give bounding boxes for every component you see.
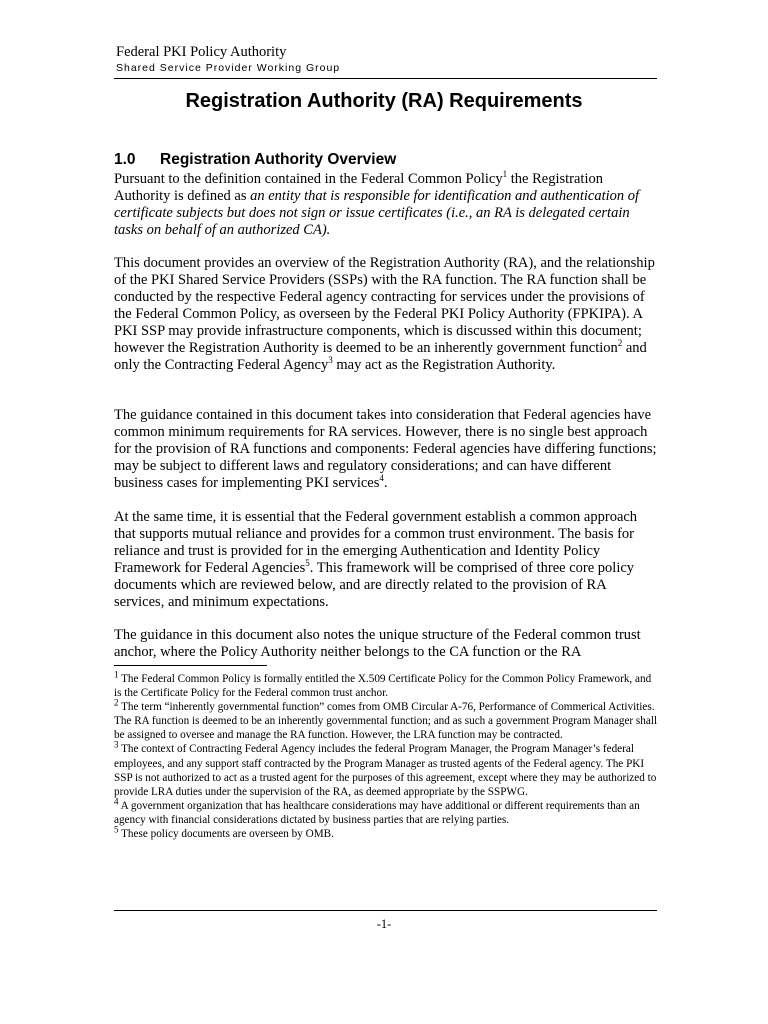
footnote-2 [114, 697, 659, 742]
paragraph-text: . This framework will be comprised of three core policy documents which are reviewed below, and are directly related to the provision of RA services, and minimum expectations. [114, 560, 635, 610]
paragraph-text: and only the Contracting Federal Agency [114, 340, 647, 373]
paragraph-text: may act as the Registration Authority. [332, 357, 556, 373]
paragraph-text: At the same time, it is essential that the Federal government establish a common approach that supports mutual reliance and provides for a common trust environment. The basis for reliance and trust is provided for in the emerging Authentication and Identity Policy Framework for Federal Agencies [114, 509, 638, 576]
footnote-number: 1 [114, 669, 119, 680]
footnote-text: The term “inherently governmental function” comes from OMB Circular A-76, Performance of Commerical Activities. The RA function is deemed to be an inherently governmental function; and as such a government Program Manager shall be assigned to oversee and manage the RA function. However, the LRA function may be contracted. [114, 701, 658, 742]
footnote-ref-1: 1 [502, 169, 508, 180]
footnote-text: These policy documents are overseen by OMB. [118, 828, 334, 841]
footnote-text: A government organization that has healthcare considerations may have additional or different requirements than an agency with financial considerations dictated by business parties that are relying parties. [114, 799, 640, 826]
paragraph-text: . [383, 475, 388, 491]
paragraph-trust-anchor: The guidance in this document also notes the unique structure of the Federal common trust anchor, where the Policy Authority neither belongs to the CA function or the RA [114, 627, 641, 660]
paragraph-ra-definition [114, 171, 659, 239]
paragraph-guidance [114, 407, 659, 492]
footnote-4 [114, 796, 659, 827]
header-working-group: Shared Service Provider Working Group [116, 62, 341, 74]
paragraph-text: Pursuant to the definition contained in the Federal Common Policy [114, 171, 503, 187]
footnote-5 [114, 824, 659, 841]
footnote-text: The Federal Common Policy is formally entitled the X.509 Certificate Policy for the Common Policy Framework, and is the Certificate Policy for the Federal common trust anchor. [114, 673, 652, 700]
header-rule [114, 78, 657, 79]
paragraph-common-approach [114, 509, 659, 611]
footnote-number: 2 [114, 697, 119, 708]
footer-rule [114, 910, 657, 911]
footnote-3 [114, 739, 659, 798]
footnote-number: 5 [114, 824, 119, 835]
footnotes [114, 669, 659, 841]
footnote-ref-5: 5 [305, 558, 310, 569]
paragraph-document-overview [114, 255, 659, 374]
ra-definition-quote: an entity that is responsible for identification and authentication of certificate subjects but does not sign or issue certificates (i.e., an RA is delegated certain tasks on behalf of an authorized CA). [114, 188, 640, 238]
footnote-separator [114, 665, 267, 666]
paragraph-text: The guidance contained in this document takes into consideration that Federal agencies have common minimum requirements for RA services. However, there is no single best approach for the provision of RA functions and components: Federal agencies have differing functions; may be subject to different laws and regulatory considerations; and can have different business cases for implementing PKI services [114, 407, 657, 491]
header-organization: Federal PKI Policy Authority [116, 44, 287, 60]
section-heading [114, 151, 396, 169]
section-title: Registration Authority Overview [160, 151, 397, 168]
footnote-ref-4: 4 [379, 473, 384, 484]
document-title: Registration Authority (RA) Requirements [185, 90, 583, 112]
paragraph-text: the Registration Authority is defined as [114, 171, 603, 204]
footnote-text: The context of Contracting Federal Agency includes the federal Program Manager, the Program Manager’s federal employees, and any support staff contracted by the Program Manager as trusted agents of the Federal agency. The PKI SSP is not authorized to act as a trusted agent for the purposes of this agreement, except where they may be authorized to provide LRA duties under the supervision of the RA, as deemed appropriate by the SSPWG. [114, 743, 657, 798]
page-number: -1- [376, 917, 392, 931]
footnote-ref-3: 3 [328, 355, 333, 366]
footnote-number: 4 [114, 796, 119, 807]
section-number: 1.0 [114, 151, 136, 168]
paragraph-text: This document provides an overview of the Registration Authority (RA), and the relationship of the PKI Shared Service Providers (SSPs) with the RA function. The RA function shall be conducted by the respective Federal agency contracting for services under the provisions of the Federal Common Policy, as overseen by the Federal PKI Policy Authority (FPKIPA). A PKI SSP may provide infrastructure components, which is discussed within this document; however the Registration Authority is deemed to be an inherently government function [114, 255, 655, 356]
footnote-1 [114, 669, 659, 700]
footnote-ref-2: 2 [617, 338, 623, 349]
footnote-number: 3 [114, 739, 119, 750]
